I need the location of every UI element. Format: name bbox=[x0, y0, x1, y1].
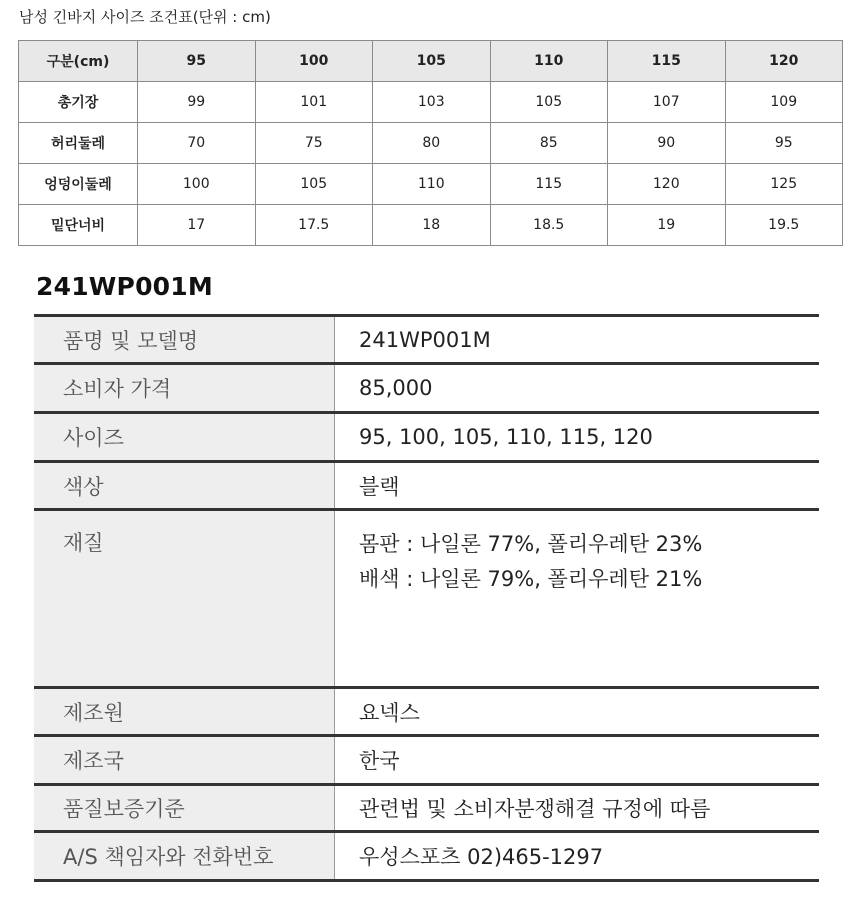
table-row bbox=[19, 205, 843, 246]
material-line: 배색 : 나일론 79%, 폴리우레탄 21% bbox=[359, 567, 703, 591]
table-cell: 95 bbox=[725, 123, 843, 164]
row-label: 밑단너비 bbox=[19, 205, 138, 246]
table-cell: 103 bbox=[373, 82, 491, 123]
row-label: 허리둘레 bbox=[19, 123, 138, 164]
table-cell: 17 bbox=[138, 205, 256, 246]
spec-label: 품명 및 모델명 bbox=[34, 317, 335, 362]
spec-label: 색상 bbox=[34, 463, 335, 508]
table-cell: 19.5 bbox=[725, 205, 843, 246]
spec-value: 한국 bbox=[359, 749, 400, 773]
spec-value bbox=[335, 511, 819, 686]
table-cell: 19 bbox=[608, 205, 726, 246]
table-cell: 90 bbox=[608, 123, 726, 164]
table-row bbox=[19, 123, 843, 164]
header-cell: 100 bbox=[255, 41, 373, 82]
header-cell: 105 bbox=[373, 41, 491, 82]
header-cell: 115 bbox=[608, 41, 726, 82]
product-spec-table bbox=[34, 314, 819, 882]
size-chart-caption: 남성 긴바지 사이즈 조건표(단위 : cm) bbox=[19, 8, 271, 26]
model-heading: 241WP001M bbox=[36, 272, 213, 301]
spec-label: 제조국 bbox=[34, 737, 335, 783]
table-cell: 101 bbox=[255, 82, 373, 123]
spec-row-as-contact bbox=[34, 833, 819, 882]
header-cell: 구분(cm) bbox=[19, 41, 138, 82]
spec-label: A/S 책임자와 전화번호 bbox=[34, 833, 335, 879]
spec-value: 241WP001M bbox=[359, 327, 491, 352]
table-cell: 17.5 bbox=[255, 205, 373, 246]
spec-value: 85,000 bbox=[359, 376, 433, 400]
header-cell: 95 bbox=[138, 41, 256, 82]
spec-label: 사이즈 bbox=[34, 414, 335, 460]
spec-row-model bbox=[34, 317, 819, 365]
spec-value: 95, 100, 105, 110, 115, 120 bbox=[359, 425, 653, 449]
spec-value: 블랙 bbox=[359, 474, 400, 499]
table-cell: 99 bbox=[138, 82, 256, 123]
spec-row-warranty bbox=[34, 786, 819, 833]
row-label: 엉덩이둘레 bbox=[19, 164, 138, 205]
header-cell: 110 bbox=[490, 41, 608, 82]
spec-row-material bbox=[34, 511, 819, 689]
table-cell: 18.5 bbox=[490, 205, 608, 246]
spec-value: 요넥스 bbox=[359, 700, 420, 725]
table-row bbox=[19, 164, 843, 205]
table-cell: 125 bbox=[725, 164, 843, 205]
material-line: 몸판 : 나일론 77%, 폴리우레탄 23% bbox=[359, 532, 703, 556]
table-cell: 107 bbox=[608, 82, 726, 123]
spec-label: 소비자 가격 bbox=[34, 365, 335, 411]
header-cell: 120 bbox=[725, 41, 843, 82]
spec-row-country bbox=[34, 737, 819, 786]
table-row bbox=[19, 82, 843, 123]
spec-row-manufacturer bbox=[34, 689, 819, 737]
table-cell: 110 bbox=[373, 164, 491, 205]
row-label: 총기장 bbox=[19, 82, 138, 123]
spec-label: 품질보증기준 bbox=[34, 786, 335, 830]
table-cell: 105 bbox=[490, 82, 608, 123]
table-cell: 80 bbox=[373, 123, 491, 164]
table-cell: 75 bbox=[255, 123, 373, 164]
table-cell: 115 bbox=[490, 164, 608, 205]
table-cell: 105 bbox=[255, 164, 373, 205]
table-cell: 120 bbox=[608, 164, 726, 205]
table-cell: 85 bbox=[490, 123, 608, 164]
spec-label: 재질 bbox=[34, 511, 335, 686]
spec-row-sizes bbox=[34, 414, 819, 463]
spec-value: 우성스포츠 02)465-1297 bbox=[359, 845, 604, 869]
size-chart-header-row bbox=[19, 41, 843, 82]
spec-label: 제조원 bbox=[34, 689, 335, 734]
spec-value: 관련법 및 소비자분쟁해결 규정에 따름 bbox=[359, 797, 711, 821]
spec-row-price bbox=[34, 365, 819, 414]
table-cell: 70 bbox=[138, 123, 256, 164]
table-cell: 109 bbox=[725, 82, 843, 123]
table-cell: 100 bbox=[138, 164, 256, 205]
table-cell: 18 bbox=[373, 205, 491, 246]
size-chart-table bbox=[18, 40, 843, 246]
spec-row-color bbox=[34, 463, 819, 511]
